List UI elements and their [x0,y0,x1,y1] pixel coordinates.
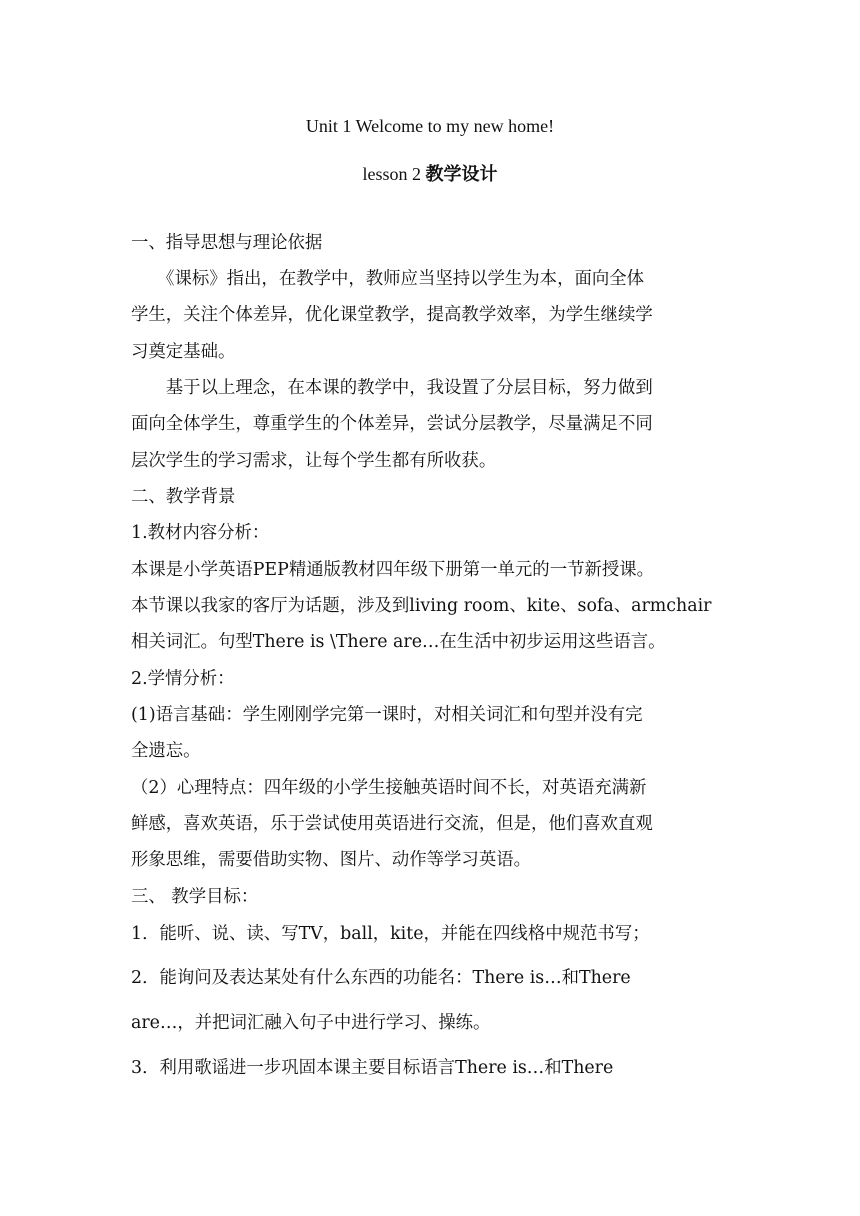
paragraph-line: 基于以上理念，在本课的教学中，我设置了分层目标，努力做到 [131,378,653,398]
paragraph-line: 本课是小学英语PEP精通版教材四年级下册第一单元的一节新授课。 [131,560,655,580]
paragraph-line: 相关词汇。句型There is \There are…在生活中初步运用这些语言。 [131,632,666,652]
paragraph-line: 层次学生的学习需求，让每个学生都有所收获。 [131,451,497,471]
paragraph-line: 鲜感，喜欢英语，乐于尝试使用英语进行交流，但是，他们喜欢直观 [131,814,653,834]
document-title: Unit 1 Welcome to my new home! [305,116,555,136]
paragraph-line: 《课标》指出，在教学中，教师应当坚持以学生为本，面向全体 [131,269,645,289]
paragraph-line: 形象思维，需要借助实物、图片、动作等学习英语。 [131,850,531,870]
list-item: 3．利用歌谣进一步巩固本课主要目标语言There is…和There [131,1058,614,1078]
paragraph-line: 本节课以我家的客厅为话题，涉及到living room、kite、sofa、armchair [131,596,712,616]
list-item: 2．能询问及表达某处有什么东西的功能名：There is…和There [131,968,631,988]
section-heading-1: 一、指导思想与理论依据 [131,233,323,253]
paragraph-line: are…，并把词汇融入句子中进行学习、操练。 [131,1013,491,1033]
subtitle-prefix: lesson 2 [362,164,426,184]
list-item: 1．能听、说、读、写TV，ball，kite，并能在四线格中规范书写； [131,924,650,944]
paragraph-line: 面向全体学生，尊重学生的个体差异，尝试分层教学，尽量满足不同 [131,414,653,434]
section-heading-2: 二、教学背景 [131,487,236,507]
section-heading-3: 三、 教学目标： [131,887,259,907]
paragraph-line: （2）心理特点：四年级的小学生接触英语时间不长，对英语充满新 [131,778,647,798]
paragraph-line: 习奠定基础。 [131,342,236,362]
subheading: 2.学情分析： [131,669,235,689]
paragraph-line: 全遗忘。 [131,741,201,761]
subheading: 1.教材内容分析： [131,523,270,543]
paragraph-line: 学生，关注个体差异，优化课堂教学，提高教学效率，为学生继续学 [131,305,653,325]
subtitle-bold: 教学设计 [425,164,498,185]
document-subtitle [0,160,860,186]
paragraph-line: (1)语言基础：学生刚刚学完第一课时，对相关词汇和句型并没有完 [131,705,643,725]
